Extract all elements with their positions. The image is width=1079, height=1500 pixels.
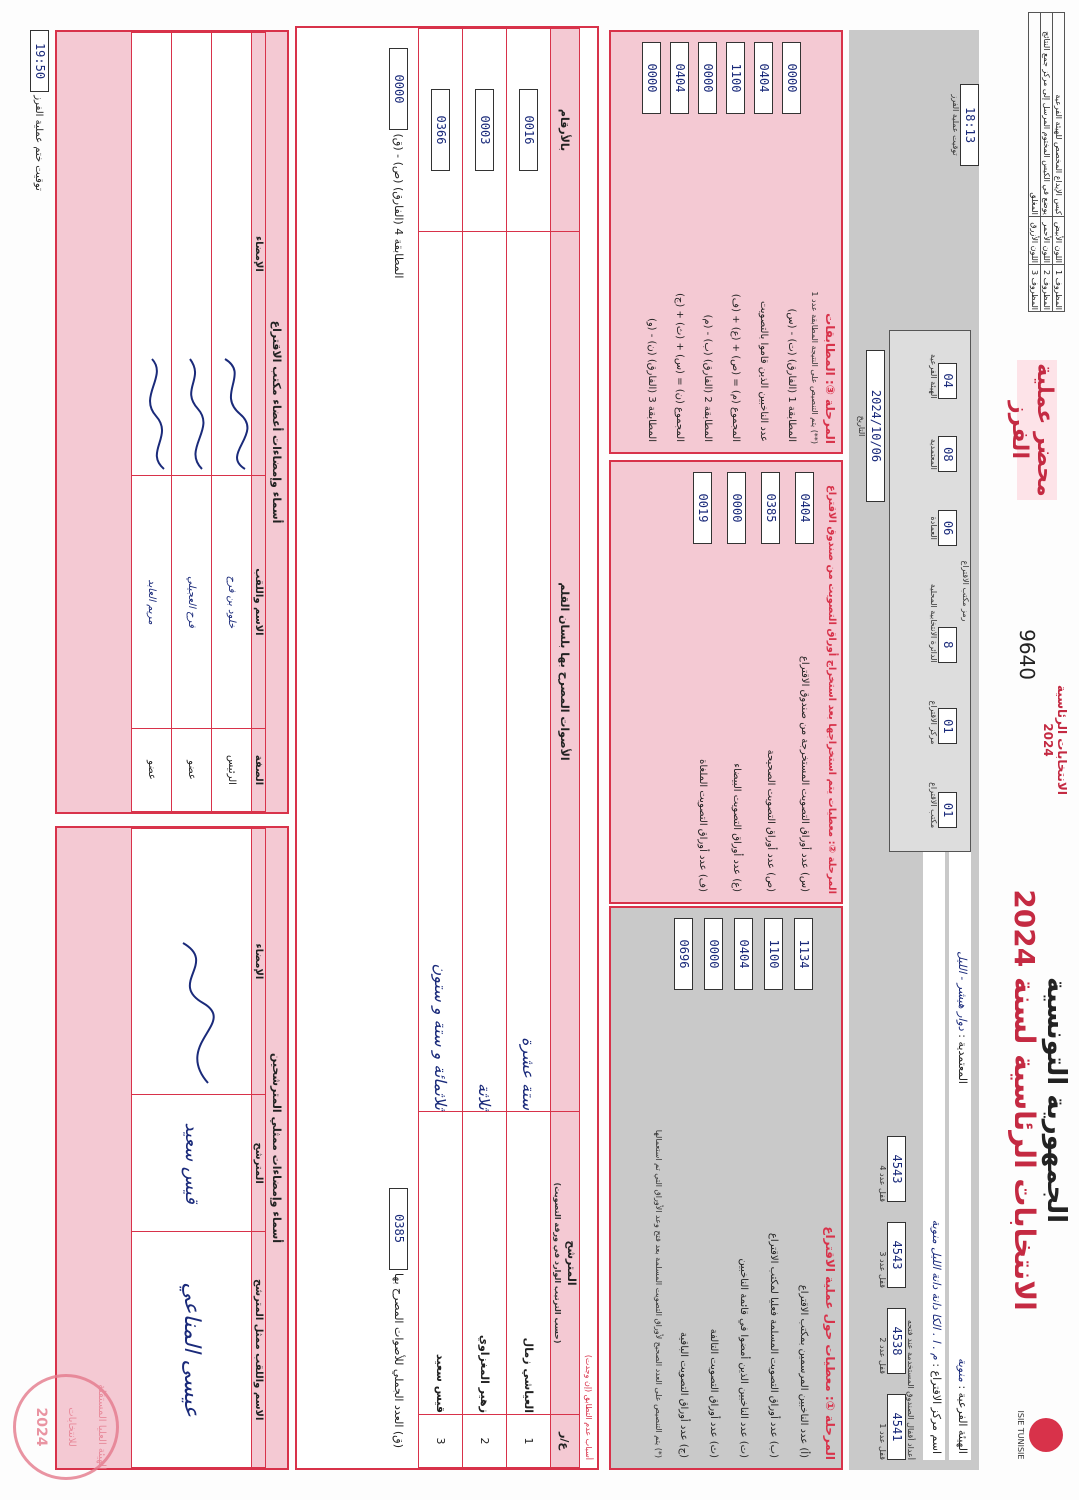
count-time-value: 18:13 (960, 84, 979, 166)
match-row: المجموع (ن) = (س) + (ث) + (ج) 0404 (666, 42, 694, 442)
stage1-row: (ت) عدد الناخبين الذين أمضوا في قائمة الناخبين 0404 (729, 918, 759, 1458)
member-row: عضو فرح العجيلي (172, 33, 212, 812)
delegation-value: دوار هيشر - الليل (956, 951, 969, 1031)
code-subauthority: 04 (938, 363, 957, 399)
flag-logo (987, 1390, 1067, 1480)
document-number: 9640 (1015, 629, 1039, 680)
envelope-legend: المظروف 1 اللون الأبيض كيس الإيداع المخصص للهيئة الفرعية المظروف 2 اللون الأحمر يوضع في الكيس المختوم المرسل إلى مركز جمع النتائج المظروف 3 اللون الأزرق المغلق (1028, 12, 1065, 312)
col-digits: بالأرقام (551, 29, 580, 232)
form-title: محضر عملية الفرز (1007, 363, 1057, 497)
match-row: عدد الناخبين الذين قاموا بالتصويت 0404 (750, 42, 778, 442)
stage3-note: (**) يتم التنصيص على النتيجة المطابقة عدد 1 (810, 291, 819, 444)
member-signature (132, 33, 172, 476)
code-office: 01 (938, 792, 957, 828)
reps-signatures: أسماء وإمضاءات ممثلي المترشحين الاسم واللقب ممثل المترشح المترشح الإمضاء عيسى المناعي قيس سعيد (55, 826, 289, 1470)
republic-title: الجمهورية التونسية (1041, 976, 1071, 1224)
match-row: المجموع (م) = (ص) + (ع) + (ف) 1100 (722, 42, 750, 442)
locks-opening-label: أعداد أقفال الصندوق المستخدمة عند فتحه (906, 1319, 915, 1460)
result-row: 3 قيس سعيد ثلاثمائة و ستة و ستون 0366 (419, 29, 463, 1468)
stage1-title: المرحلة ①: معطيات حول عملية الاقتراع (823, 1226, 837, 1460)
code-center: 01 (938, 708, 957, 744)
stage1-row: (ج) عدد أوراق التصويت الباقية 0696 (669, 918, 699, 1458)
official-stamp: الهيئة العليا المستقلة للانتخابات 2024 (13, 1374, 119, 1480)
col-num: ع/ر (551, 1415, 580, 1468)
election-title: الانتخابات الرئاسية لسنة 2024 (1008, 889, 1041, 1311)
stage3-section (609, 30, 843, 454)
station-code-group: رمز مكتب الاقتراع 01 مكتب الاقتراع 01 مركز الاقتراع 8 الدائرة الانتخابية المحلية 06 العمادة 08 المعتمدية 04 الهيئة الفرعية (889, 330, 971, 852)
center-label: اسم مركز الاقتراع (930, 1370, 943, 1454)
member-signature (172, 33, 212, 476)
match-row: المطابقة 3 (الفارق) (ن) - (و) 0000 (638, 42, 666, 442)
code-imada: 06 (938, 510, 957, 546)
member-row: الرئيس خلود بن فرح (212, 33, 252, 812)
date-value: 2024/10/06 (866, 350, 885, 502)
match-row: المطابقة 2 (الفارق) (ب) - (م) 0000 (694, 42, 722, 442)
date-label: التاريخ (857, 415, 866, 437)
col-candidate: المترشح (حسب الترتيب الوارد في ورقة التصويت) (551, 1112, 580, 1415)
delegation-label: المعتمدية (956, 1041, 969, 1084)
election-logo: الانتخابات الرئاسية 2024 (1041, 685, 1069, 795)
reasons-label: أسباب عدم التطابق (إن وجدت) (584, 1354, 593, 1460)
end-time-label: توقيت ختم عملية الفرز (33, 95, 44, 191)
match4: المطابقة 4 (الفارق) (ص) - (ق) 0000 (389, 48, 408, 278)
lock-opening-2: 4538 (887, 1308, 906, 1374)
lock-opening-3: 4543 (887, 1222, 906, 1288)
stage2-row: (ص) عدد أوراق التصويت الصحيحة 0385 (754, 472, 788, 892)
isie-logo-text: ISIE TUNISIE (1016, 1410, 1025, 1460)
members-signatures: أسماء وإمضاءات أعضاء مكتب الاقتراع الصفة الاسم واللقب الإمضاء الرئيس خلود بن فرح عضو فرح العجيلي عضو مريم العابد (55, 30, 289, 814)
end-time-value: 19:50 (30, 30, 49, 92)
result-row: 2 زهير المغزاوي ثلاثة 0003 (463, 29, 507, 1468)
center-value: م . ا . الكا دانة دانة الليل منوبة (930, 1219, 943, 1360)
count-time-label: توقيت عملية الفرز (951, 94, 960, 156)
results-section (295, 26, 599, 1470)
stage1-row: (ب) عدد أوراق التصويت المسلمة فعليا لمكتب الاقتراع 1100 (759, 918, 789, 1458)
results-table (418, 28, 580, 1468)
stage2-row: (ف) عدد أوراق التصويت الملغاة 0019 (686, 472, 720, 892)
member-signature (212, 33, 252, 476)
rep-row: عيسى المناعي قيس سعيد (132, 829, 252, 1468)
stage2-section (609, 460, 843, 904)
stage2-title: المرحلة ②: معطيات يتم استخراجها بعد استخراج أوراق التصويت من صندوق الاقتراع (826, 484, 837, 894)
member-row: عضو مريم العابد (132, 33, 172, 812)
code-delegation: 08 (938, 436, 957, 472)
sub-authority-value: منوبة (956, 1358, 969, 1382)
stage3-title: المرحلة ③: المطابقات (823, 313, 837, 444)
stage1-section (609, 906, 843, 1470)
sub-authority-label: الهيئة الفرعية (956, 1392, 969, 1454)
match-row: المطابقة 1 (الفارق) (ت) - (س) 0000 (778, 42, 806, 442)
identification-band: الهيئة الفرعية : منوبة اسم مركز الاقتراع : م . ا . الكا دانة دانة الليل منوبة المعتمدية : دوار هيشر - الليل أعداد أقفال الصندوق المستخدمة عند فتحه 4541 قفل عدد 1 4538 قفل عدد 2 4543 قفل عدد 3 4543 قفل عدد 4 رمز مكتب الاقتراع 01 مكتب الاقتراع 01 مركز الاقتراع 8 الدائرة الانتخابية المحلية 06 العمادة 08 المعتمدية 04 الهيئة الفرعية 2024/10/06 التاريخ (849, 30, 979, 1470)
stage1-row: (أ) عدد الناخبين المرسمين بمكتب الاقتراع 1134 (789, 918, 819, 1458)
end-time (30, 30, 49, 191)
stage2-row: (س) عدد أوراق التصويت المستخرجة من صندوق الاقتراع 0404 (788, 472, 822, 892)
col-letters: الأصوات المصرح بها بلسان القلم (551, 232, 580, 1112)
code-district: 8 (938, 627, 957, 663)
lock-opening-1: 4541 (887, 1394, 906, 1460)
stage1-note: (*) يتم التنصيص على العدد الصحيح لأوراق التصويت المسلمة بعد فتح وعد الأوراق التي تم استعمالها (654, 1129, 663, 1458)
stage1-row: (ث) عدد أوراق التصويت التالفة 0000 (699, 918, 729, 1458)
result-row: 1 العياشي زمال ستة عشرة 0016 (507, 29, 551, 1468)
total-votes: (ق) العدد الجملي للأصوات المصرح بها 0385 (389, 1188, 408, 1448)
lock-opening-4: 4543 (887, 1136, 906, 1202)
stage2-row: (ع) عدد أوراق التصويت البيضاء 0000 (720, 472, 754, 892)
rep-signature (132, 829, 252, 1095)
